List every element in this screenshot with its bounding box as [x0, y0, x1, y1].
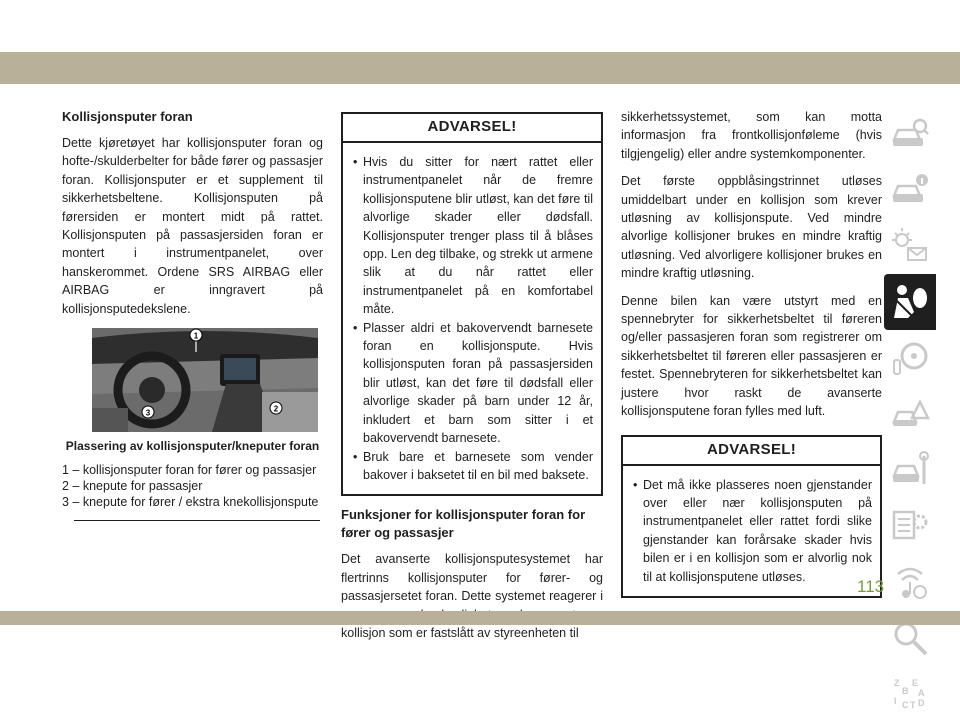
svg-text:I: I: [894, 696, 897, 706]
legend-divider: [74, 520, 320, 521]
section-heading: Funksjoner for kollisjonsputer foran for fører og passasjer: [341, 507, 586, 541]
warning-item: • Det må ikke plasseres noen gjenstander over eller nær kollisjonsputen på instrumentpanelet eller rattet fordi slike gjenstander kan forårsake skader hvis bilen er i en kollisjon som er alvorlig nok til at kollisjonsputene utløses.: [631, 476, 872, 586]
body-paragraph: sikkerhetssystemet, som kan motta informasjon fra frontkollisjonføleme (hvis tilgjengelig) eller andre systemkomponenter.: [621, 110, 882, 161]
figure-legend: [62, 462, 323, 510]
warning-box: [621, 435, 885, 598]
callout-3-label: 3: [145, 408, 151, 418]
dashboard-illustration: [92, 328, 318, 432]
callout-2-label: 2: [273, 404, 279, 414]
svg-text:C: C: [902, 700, 909, 710]
section-heading: Kollisjonsputer foran: [62, 109, 193, 124]
callout-1-label: 1: [193, 331, 199, 341]
warning-item: • Plasser aldri et bakovervendt barnesete foran en kollisjonspute. Hvis kollisjonsputen foran på passasjersiden blir utløst, kan det føre til dødsfall eller alvorlige skader på barn under 12 år, inkludert et barn som sitter i et bakovervendt barnesete.: [351, 319, 593, 448]
car-info-icon[interactable]: [884, 162, 936, 218]
body-paragraph: Denne bilen kan være utstyrt med en spennebryter for sikkerhetsbeltet til føreren og/eller passasjeren foran som registrerer om sikkerhetsbeltet til føreren eller passasjeren er festet. Spennebryteren for sikkerhetsbeltet kan justere hvor raskt de avanserte kollisjonsputene foran fylles med luft.: [621, 293, 882, 419]
svg-text:A: A: [918, 688, 925, 698]
header-band: [0, 52, 960, 84]
hazard-triangle-car-icon[interactable]: [884, 386, 936, 442]
callout-2: [270, 402, 282, 414]
column-left: [62, 108, 323, 521]
warning-title: ADVARSEL!: [343, 114, 601, 143]
svg-text:Z: Z: [894, 678, 900, 688]
dashboard-airbag-photo: [92, 328, 318, 432]
warning-item: • Bruk bare et barnesete som vender bakover i baksetet til en bil med baksete.: [351, 448, 593, 485]
steering-wheel-key-icon[interactable]: [884, 330, 936, 386]
warning-light-message-icon[interactable]: [884, 218, 936, 274]
language-index-icon[interactable]: [884, 666, 936, 722]
chapter-tabs: [884, 106, 936, 722]
page-number: 113: [857, 577, 885, 596]
satellite-music-icon[interactable]: [884, 554, 936, 610]
svg-text:T: T: [910, 700, 916, 710]
airbag-seatbelt-icon[interactable]: [884, 274, 936, 330]
svg-text:D: D: [918, 698, 925, 708]
figure-caption: Plassering av kollisjonsputer/kneputer foran: [65, 439, 320, 454]
body-paragraph: Det første oppblåsingstrinnet utløses umiddelbart under en kollisjon som krever utløsning av kollisjonspute. Ved mindre alvorlige kollisjoner brukes en mindre kraftig utløsning. Ved alvorligere kollisjoner brukes en mindre kraftig utløsning.: [621, 174, 882, 281]
body-paragraph: Det avanserte kollisjonsputesystemet har flertrinns kollisjonsputer for fører- og passasjersetet foran. Dette systemet reagerer i kollisjon som er fastslått av styreenheten til: [341, 552, 603, 640]
warning-list: [343, 143, 601, 494]
warning-box: [341, 112, 603, 496]
svg-text:B: B: [902, 686, 909, 696]
svg-text:E: E: [912, 678, 919, 688]
warning-list: [623, 466, 880, 596]
footer-band: [0, 611, 960, 625]
callout-3: [142, 406, 154, 418]
car-wrench-icon[interactable]: [884, 442, 936, 498]
car-magnifier-icon[interactable]: [884, 106, 936, 162]
warning-item: • Hvis du sitter for nært rattet eller instrumentpanelet når de fremre kollisjonsputene blir utløst, kan det føre til alvorlige skader eller dødsfall. Kollisjonsputer trenger plass til å blåses opp. Len deg tilbake, og strekk ut armene slik at du når rattet eller instrumentpanelet på en komfortabel måte.: [351, 153, 593, 319]
header-rule: [0, 84, 960, 88]
intro-paragraph: Dette kjøretøyet har kollisjonsputer foran og hofte-/skulderbelter for både fører og passasjer foran. Kollisjonsputer er et supplement til sikkerhetsbeltene. Kollisjonsputen på førersiden er montert midt på rattet. Kollisjonsputen på passasjersiden foran er montert i instrumentpanelet, over hanskerommet. Ordene SRS AIRBAG eller AIRBAG er inngravert på kollisjonsputedekslene.: [62, 136, 323, 316]
column-right: [621, 108, 885, 598]
column-middle: [341, 112, 603, 651]
legend-item: 1 – kollisjonsputer foran for fører og passasjer: [62, 463, 317, 478]
legend-item: 3 – knepute for fører / ekstra knekollisjonspute: [62, 495, 319, 510]
warning-title: ADVARSEL!: [623, 437, 880, 466]
specs-gear-icon[interactable]: [884, 498, 936, 554]
legend-item: 2 – knepute for passasjer: [62, 479, 203, 494]
